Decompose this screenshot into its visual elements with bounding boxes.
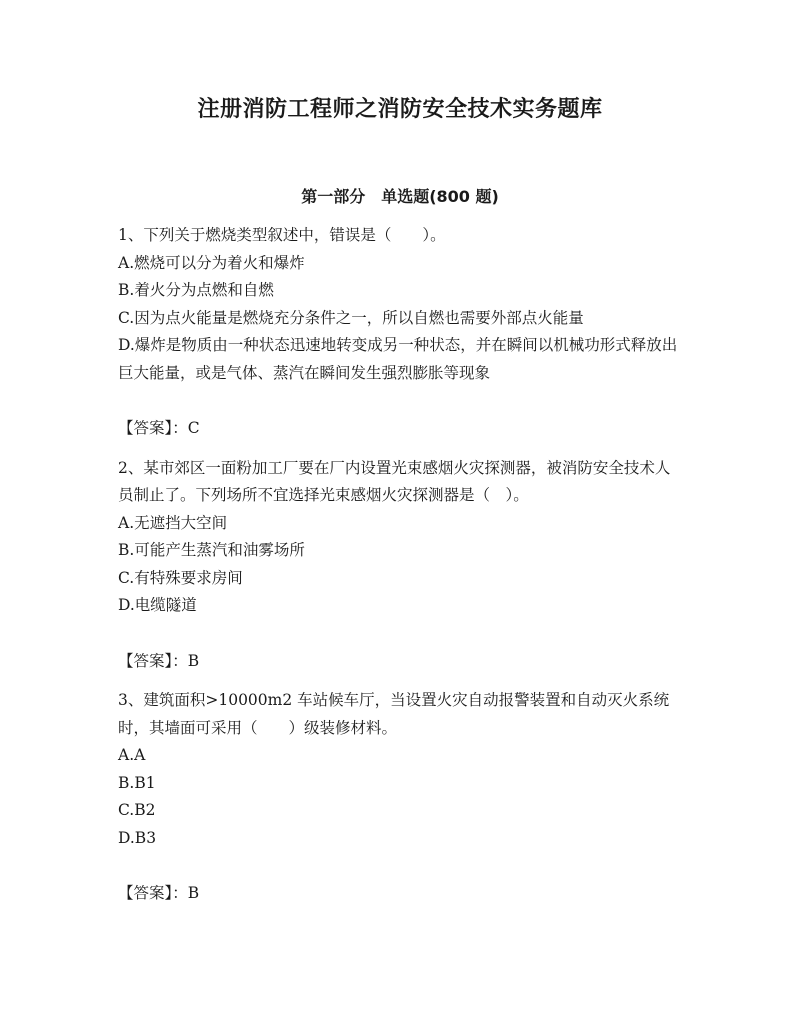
option-c: C.有特殊要求房间 xyxy=(118,568,243,587)
answer-label: 【答案】： xyxy=(118,651,188,670)
option-a: A.燃烧可以分为着火和爆炸 xyxy=(118,253,305,272)
question-2 xyxy=(118,455,678,676)
question-3 xyxy=(118,687,678,908)
question-stem: 1、下列关于燃烧类型叙述中，错误是（ ）。 xyxy=(118,226,446,244)
option-d: D.B3 xyxy=(118,828,157,847)
page-title: 注册消防工程师之消防安全技术实务题库 xyxy=(197,97,603,122)
section-heading: 第一部分 单选题(800 题) xyxy=(301,187,499,206)
answer-value: C xyxy=(187,419,200,437)
answer-label: 【答案】： xyxy=(118,884,188,902)
question-stem: 2、某市郊区一面粉加工厂要在厂内设置光束感烟火灾探测器，被消防安全技术人员制止了。下列场所不宜选择光束感烟火灾探测器是（ ）。 xyxy=(118,458,671,504)
question-1 xyxy=(118,222,678,443)
answer-line xyxy=(118,880,678,908)
option-b: B.着火分为点燃和自燃 xyxy=(118,281,274,299)
option-c: C.因为点火能量是燃烧充分条件之一，所以自燃也需要外部点火能量 xyxy=(118,308,584,327)
answer-label: 【答案】： xyxy=(118,419,188,437)
option-d: D.爆炸是物质由一种状态迅速地转变成另一种状态，并在瞬间以机械功形式释放出巨大能量，或是气体、蒸汽在瞬间发生强烈膨胀等现象 xyxy=(118,336,678,382)
option-c: C.B2 xyxy=(118,801,156,819)
option-b: B.B1 xyxy=(118,773,156,792)
answer-value: B xyxy=(187,884,200,902)
answer-value: B xyxy=(187,651,200,670)
option-a: A.无遮挡大空间 xyxy=(118,513,228,532)
question-list xyxy=(118,222,678,920)
question-stem: 3、建筑面积>10000m2 车站候车厅，当设置火灾自动报警装置和自动灭火系统时，其墙面可采用（ ）级装修材料。 xyxy=(118,691,670,737)
option-d: D.电缆隧道 xyxy=(118,596,197,614)
option-b: B.可能产生蒸汽和油雾场所 xyxy=(118,541,305,559)
answer-line xyxy=(118,415,678,443)
option-a: A.A xyxy=(118,746,146,764)
answer-line xyxy=(118,648,678,676)
